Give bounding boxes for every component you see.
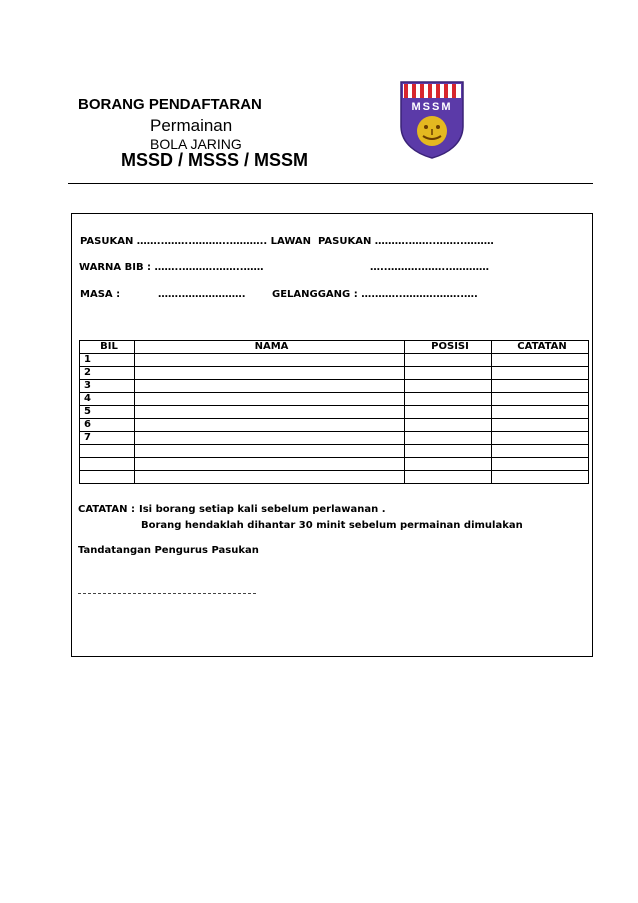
form-subtitle-sport: BOLA JARING — [150, 136, 242, 152]
posisi-cell[interactable] — [405, 406, 492, 419]
nama-cell[interactable] — [135, 458, 405, 471]
table-row — [80, 471, 589, 484]
nama-cell[interactable] — [135, 354, 405, 367]
catatan-cell[interactable] — [492, 393, 589, 406]
form-subtitle-level: MSSD / MSSS / MSSM — [121, 150, 309, 170]
table-row — [80, 445, 589, 458]
form-title: BORANG PENDAFTARAN — [78, 96, 262, 113]
row-number: 7 — [80, 432, 135, 445]
nama-cell[interactable] — [135, 406, 405, 419]
table-row — [80, 432, 589, 445]
posisi-cell[interactable] — [405, 471, 492, 484]
row-number: 6 — [80, 419, 135, 432]
row-number: 1 — [80, 354, 135, 367]
nama-cell[interactable] — [135, 393, 405, 406]
posisi-cell[interactable] — [405, 432, 492, 445]
catatan-cell[interactable] — [492, 419, 589, 432]
pasukan-lawan-line[interactable]: PASUKAN ……..……..………..……….. LAWAN PASUKAN ……….……..……..……… — [80, 236, 494, 247]
posisi-cell[interactable] — [405, 445, 492, 458]
posisi-cell[interactable] — [405, 380, 492, 393]
header-catatan: CATATAN — [492, 341, 589, 354]
row-number — [80, 458, 135, 471]
catatan-label: CATATAN : — [78, 504, 135, 515]
mssm-logo — [399, 80, 465, 160]
nama-cell[interactable] — [135, 471, 405, 484]
catatan-cell[interactable] — [492, 471, 589, 484]
catatan-cell[interactable] — [492, 367, 589, 380]
posisi-cell[interactable] — [405, 419, 492, 432]
nama-cell[interactable] — [135, 445, 405, 458]
posisi-cell[interactable] — [405, 393, 492, 406]
row-number: 5 — [80, 406, 135, 419]
nama-cell[interactable] — [135, 432, 405, 445]
catatan-cell[interactable] — [492, 406, 589, 419]
masa-field[interactable]: …….………………. — [158, 289, 246, 300]
table-row — [80, 367, 589, 380]
header-divider — [68, 183, 593, 184]
row-number — [80, 471, 135, 484]
table-row — [80, 458, 589, 471]
posisi-cell[interactable] — [405, 354, 492, 367]
row-number: 2 — [80, 367, 135, 380]
table-row — [80, 393, 589, 406]
header-bil: BIL — [80, 341, 135, 354]
table-row — [80, 380, 589, 393]
table-row — [80, 406, 589, 419]
posisi-cell[interactable] — [405, 458, 492, 471]
signature-label: Tandatangan Pengurus Pasukan — [78, 545, 259, 556]
warna-bib-line[interactable]: WARNA BIB : ……..……….……..…… — [79, 262, 264, 273]
catatan-cell[interactable] — [492, 354, 589, 367]
row-number: 3 — [80, 380, 135, 393]
form-subtitle-permainan: Permainan — [150, 116, 233, 135]
row-number: 4 — [80, 393, 135, 406]
nama-cell[interactable] — [135, 367, 405, 380]
catatan-cell[interactable] — [492, 445, 589, 458]
nama-cell[interactable] — [135, 419, 405, 432]
header-posisi: POSISI — [405, 341, 492, 354]
logo-text: MSSM — [411, 101, 453, 113]
header-nama: NAMA — [135, 341, 405, 354]
player-table — [79, 340, 589, 484]
nama-cell[interactable] — [135, 380, 405, 393]
warna-bib-second-line[interactable]: …..……….……..………… — [370, 262, 489, 273]
catatan-cell[interactable] — [492, 458, 589, 471]
catatan-note-2: Borang hendaklah dihantar 30 minit sebelum permainan dimulakan — [141, 520, 523, 531]
catatan-note-1: Isi borang setiap kali sebelum perlawanan . — [139, 504, 386, 515]
masa-label: MASA : — [80, 289, 121, 300]
table-header-row — [80, 341, 589, 354]
posisi-cell[interactable] — [405, 367, 492, 380]
table-row — [80, 419, 589, 432]
signature-line[interactable] — [78, 593, 256, 594]
catatan-cell[interactable] — [492, 432, 589, 445]
catatan-cell[interactable] — [492, 380, 589, 393]
table-row — [80, 354, 589, 367]
gelanggang-line[interactable]: GELANGGANG : ….……..……….……..…. — [272, 289, 478, 300]
row-number — [80, 445, 135, 458]
